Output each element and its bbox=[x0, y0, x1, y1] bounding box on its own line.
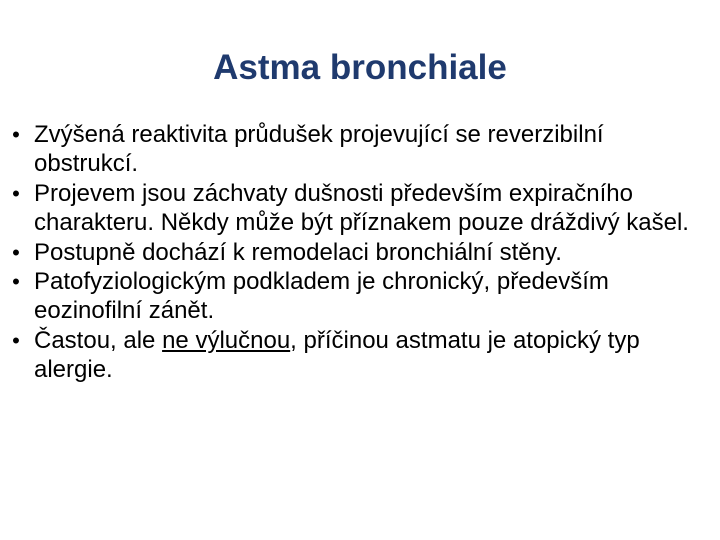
bullet-list bbox=[0, 120, 720, 385]
slide-title: Astma bronchiale bbox=[213, 48, 507, 87]
bullet-dot-icon: • bbox=[12, 122, 20, 147]
bullet-item bbox=[0, 120, 714, 179]
bullet-item bbox=[0, 326, 714, 385]
bullet-dot-icon: • bbox=[12, 180, 20, 206]
bullet-text: Postupně dochází k remodelaci bronchiální stěny. bbox=[34, 238, 562, 266]
bullet-text: Patofyziologickým podkladem je chronický, především eozinofilní zánět. bbox=[34, 268, 609, 325]
bullet-dot-icon: • bbox=[12, 239, 20, 265]
bullet-item bbox=[0, 179, 714, 238]
bullet-text-prefix: Častou, ale bbox=[34, 326, 163, 354]
bullet-item bbox=[0, 267, 714, 326]
bullet-text: Projevem jsou záchvaty dušnosti především expiračního charakteru. Někdy může být příznakem pouze dráždivý kašel. bbox=[34, 179, 689, 237]
bullet-dot-icon: • bbox=[12, 269, 20, 295]
bullet-text-underlined: ne výlučnou bbox=[162, 326, 291, 354]
bullet-dot-icon: • bbox=[12, 327, 20, 353]
bullet-text-suffix: , příčinou astmatu je atopický typ alergie. bbox=[34, 326, 640, 384]
bullet-text: Zvýšená reaktivita průdušek projevující se reverzibilní obstrukcí. bbox=[34, 121, 604, 178]
bullet-item bbox=[0, 238, 714, 267]
